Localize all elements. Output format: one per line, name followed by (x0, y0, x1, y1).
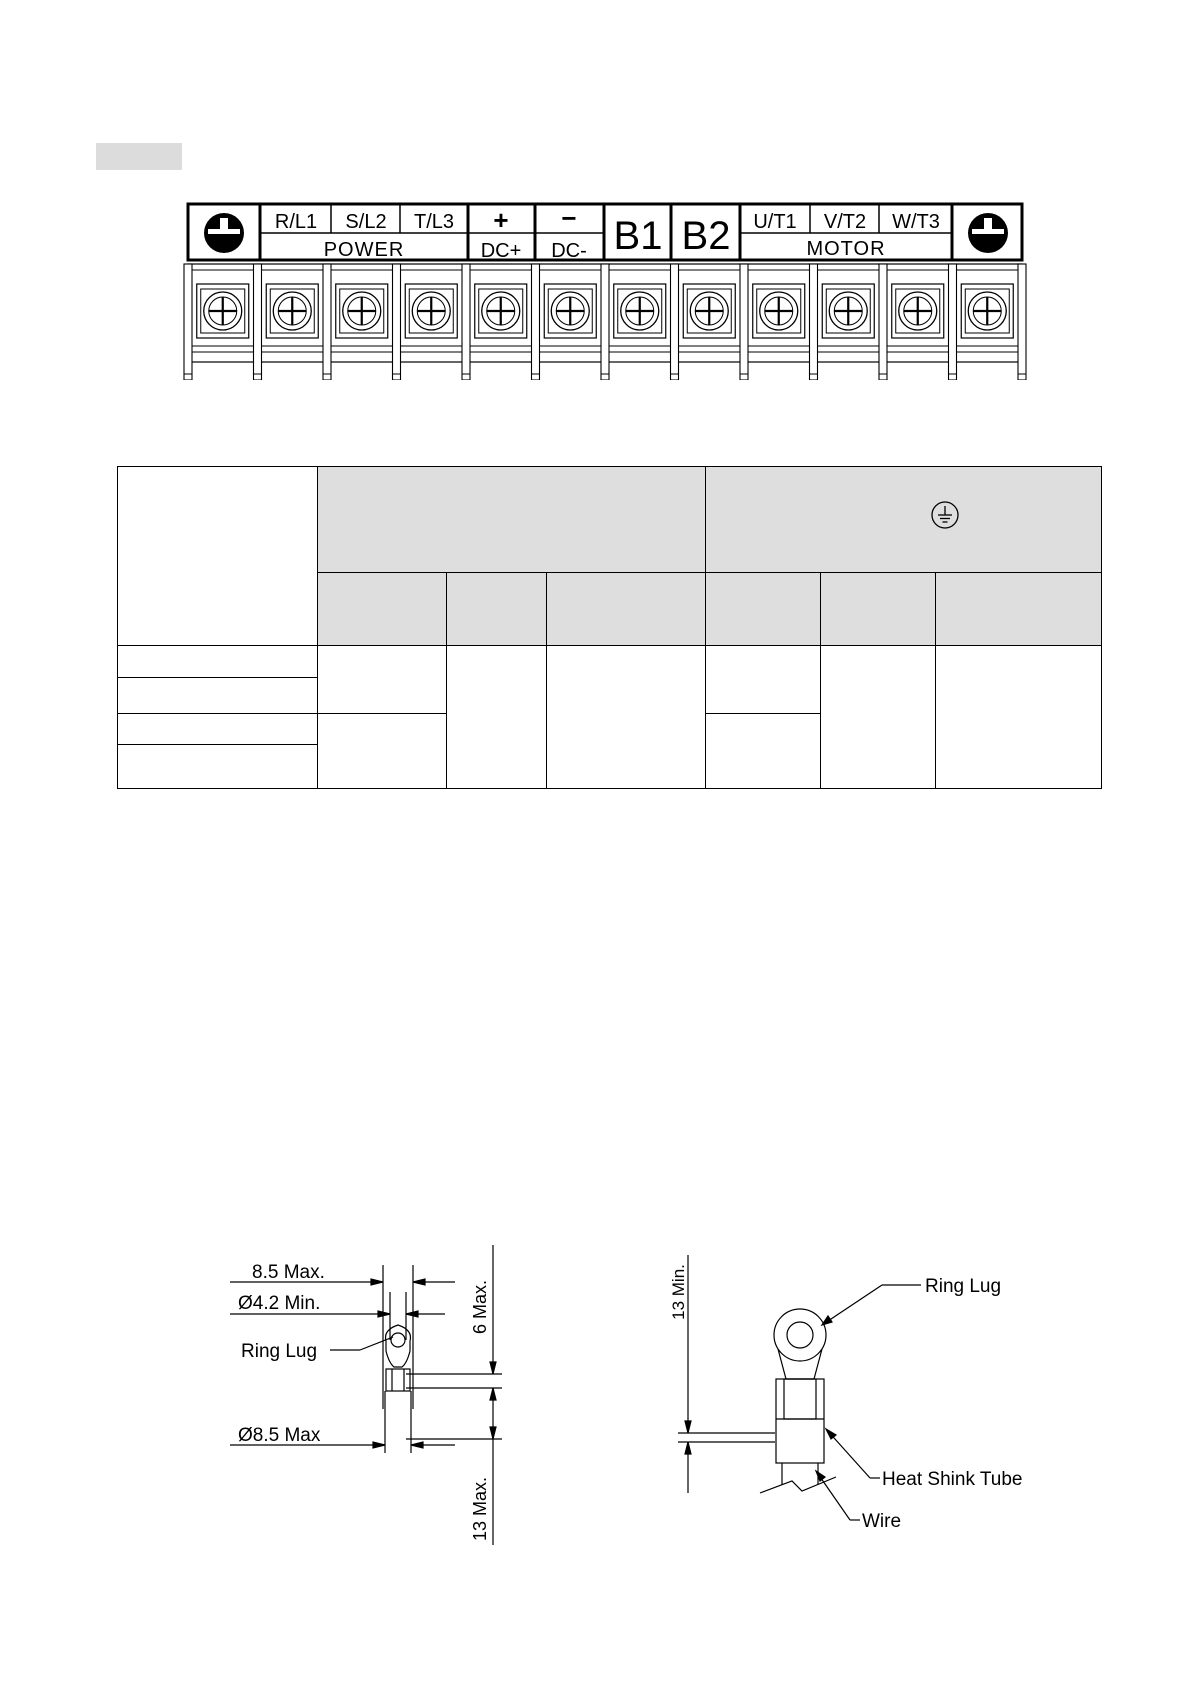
terminal-divider (949, 264, 957, 380)
dim-height-label: 13 Min. (669, 1264, 688, 1320)
terminal-divider (879, 264, 887, 380)
table-subheader-cell (547, 573, 706, 646)
terminal-divider (323, 264, 331, 380)
terminal-screw (475, 284, 527, 338)
table-subheader-cell (318, 573, 447, 646)
terminal-label-rl1: R/L1 (274, 211, 318, 233)
dim-hole-label: Ø4.2 Min. (238, 1293, 321, 1314)
power-group-label: POWER (323, 239, 405, 261)
terminal-label-tl3: T/L3 (413, 211, 455, 233)
table-header-ground (706, 467, 1102, 573)
terminal-label-wt3: W/T3 (892, 211, 940, 233)
dim-bottom-width-label: Ø8.5 Max (238, 1425, 321, 1446)
ring-lug-heat-shrink-figure (660, 1245, 1080, 1545)
ring-lug-dimension-figure (230, 1245, 530, 1545)
dim-top-width-label: 8.5 Max. (252, 1262, 325, 1283)
terminal-divider (184, 264, 192, 380)
ground-terminal-icon-left (204, 213, 244, 253)
terminal-screw (822, 284, 874, 338)
terminal-screw (961, 284, 1013, 338)
ground-terminal-icon-right (968, 213, 1008, 253)
terminal-divider (254, 264, 262, 380)
terminal-screw (266, 284, 318, 338)
table-cell (821, 646, 936, 789)
dc-minus-label: DC- (551, 240, 587, 262)
section-tab (96, 143, 182, 170)
terminal-screw (405, 284, 457, 338)
dim-bottom-height-label: 13 Max. (470, 1476, 490, 1542)
table-cell (706, 714, 821, 789)
terminal-screw (197, 284, 249, 338)
motor-group-label: MOTOR (806, 238, 886, 260)
terminal-screw (544, 284, 596, 338)
terminal-screw (683, 284, 735, 338)
terminal-divider (671, 264, 679, 380)
terminal-divider (740, 264, 748, 380)
terminal-screw (892, 284, 944, 338)
terminal-label-b2: B2 (681, 214, 731, 258)
terminal-label-ut1: U/T1 (753, 211, 797, 233)
table-model-cell (118, 678, 318, 714)
terminal-divider (810, 264, 818, 380)
table-cell (706, 646, 821, 714)
ring-lug-label: Ring Lug (241, 1341, 318, 1362)
dc-minus-symbol: − (561, 203, 577, 233)
terminal-divider (462, 264, 470, 380)
heat-shrink-tube-label: Heat Shink Tube (882, 1469, 1023, 1490)
ring-lug-label-right: Ring Lug (925, 1276, 1002, 1297)
table-cell (547, 646, 706, 789)
terminal-divider (1018, 264, 1026, 380)
dc-plus-symbol: + (493, 205, 509, 235)
terminal-divider (393, 264, 401, 380)
wire-label: Wire (862, 1511, 902, 1532)
terminal-screw (753, 284, 805, 338)
table-subheader-cell (821, 573, 936, 646)
terminal-label-vt2: V/T2 (823, 211, 867, 233)
terminal-divider (532, 264, 540, 380)
table-subheader-cell (447, 573, 547, 646)
terminal-block-diagram (180, 198, 1030, 380)
table-cell (318, 646, 447, 714)
terminal-screw (336, 284, 388, 338)
table-cell (447, 646, 547, 789)
terminal-label-b1: B1 (613, 214, 663, 258)
table-subheader-cell (706, 573, 821, 646)
terminal-label-sl2: S/L2 (345, 211, 387, 233)
table-cell (936, 646, 1102, 789)
dc-plus-label: DC+ (480, 240, 522, 262)
table-subheader-cell (936, 573, 1102, 646)
table-model-cell (118, 714, 318, 745)
dim-top-height-label: 6 Max. (470, 1279, 490, 1335)
wire-spec-table (117, 466, 1102, 789)
table-header-main-circuit (318, 467, 706, 573)
table-model-cell (118, 646, 318, 678)
terminal-divider (601, 264, 609, 380)
terminal-screw (614, 284, 666, 338)
earth-ground-icon (930, 500, 960, 530)
table-cell (318, 714, 447, 789)
table-corner-cell (118, 467, 318, 646)
table-model-cell (118, 745, 318, 789)
